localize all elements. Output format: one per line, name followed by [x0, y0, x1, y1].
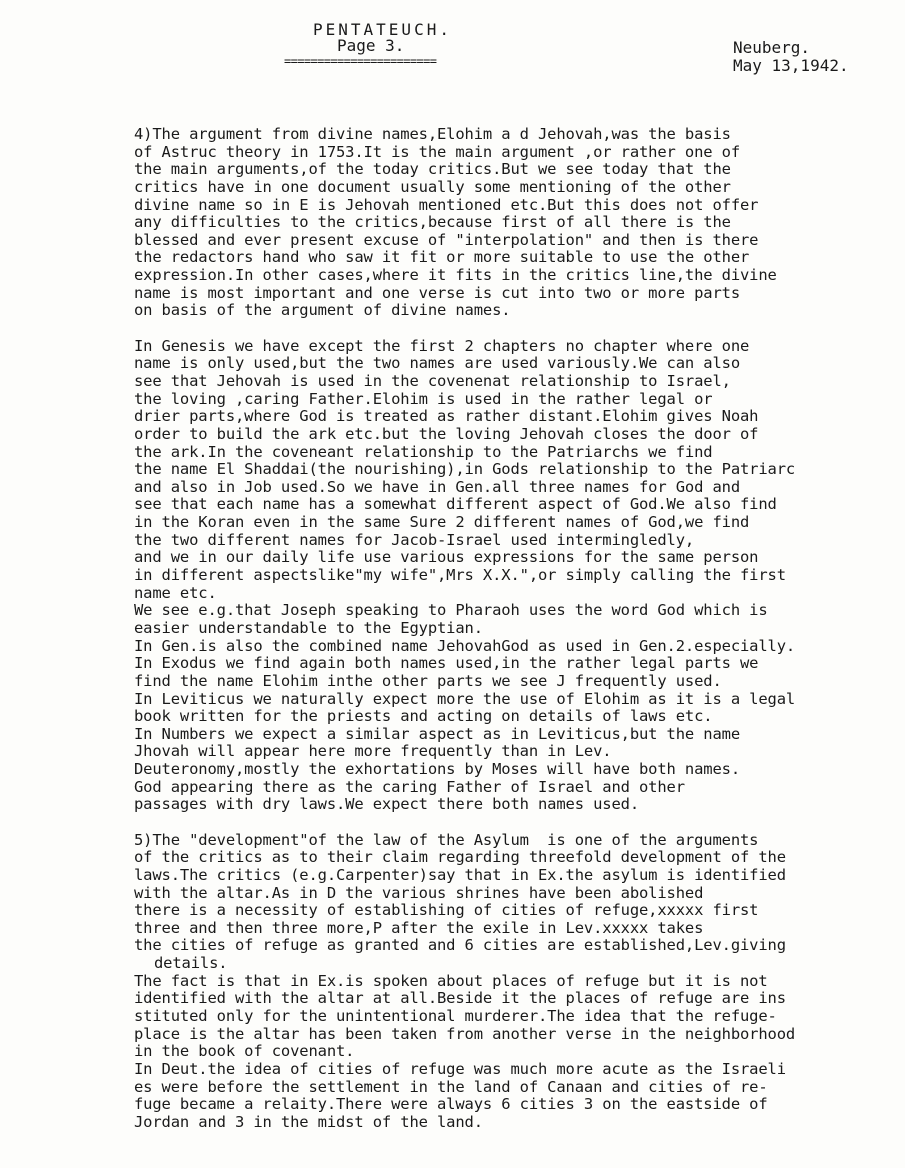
- text-line: the main arguments,of the today critics.But we see today that the: [134, 161, 731, 179]
- text-line: the loving ,caring Father.Elohim is used in the rather legal or: [134, 390, 713, 408]
- text-line: laws.The critics (e.g.Carpenter)say that in Ex.the asylum is identified: [134, 866, 786, 884]
- paragraph-gap: [134, 320, 905, 338]
- text-line: Jhovah will appear here more frequently than in Lev.: [134, 743, 612, 761]
- text-line: find the name Elohim inthe other parts we see J frequently used.: [134, 672, 722, 690]
- text-line: three and then three more,P after the exile in Lev.xxxxx takes: [134, 919, 704, 937]
- text-line: in the book of covenant.: [134, 1043, 355, 1061]
- text-line: 4)The argument from divine names,Elohim a d Jehovah,was the basis: [134, 126, 731, 143]
- text-line: Deuteronomy,mostly the exhortations by Moses will have both names.: [134, 761, 740, 779]
- text-line: Jordan and 3 in the midst of the land.: [134, 1113, 483, 1131]
- text-line: In Exodus we find again both names used,in the rather legal parts we: [134, 655, 759, 673]
- text-line: on basis of the argument of divine names.: [134, 302, 511, 320]
- place-label: Neuberg.: [733, 38, 811, 57]
- text-line: passages with dry laws.We expect there both names used.: [134, 796, 639, 814]
- text-line: es were before the settlement in the land of Canaan and cities of re-: [134, 1078, 768, 1096]
- text-line: name is most important and one verse is cut into two or more parts: [134, 284, 740, 302]
- text-line: in the Koran even in the same Sure 2 different names of God,we find: [134, 514, 750, 532]
- text-line: book written for the priests and acting on details of laws etc.: [134, 708, 713, 726]
- text-line: We see e.g.that Joseph speaking to Pharaoh uses the word God which is: [134, 602, 768, 620]
- paragraph: [134, 338, 905, 814]
- body-text: [134, 126, 905, 1132]
- text-line: In Numbers we expect a similar aspect as in Leviticus,but the name: [134, 725, 740, 743]
- text-line: The fact is that in Ex.is spoken about places of refuge but it is not: [134, 972, 768, 990]
- text-line: with the altar.As in D the various shrines have been abolished: [134, 884, 704, 902]
- text-line: place is the altar has been taken from another verse in the neighborhood: [134, 1025, 796, 1043]
- text-line: 5)The "development"of the law of the Asylum is one of the arguments: [134, 831, 759, 849]
- text-line: In Gen.is also the combined name JehovahGod as used in Gen.2.especially.: [134, 637, 796, 655]
- text-line: divine name so in E is Jehovah mentioned etc.But this does not offer: [134, 196, 759, 214]
- text-line: the cities of refuge as granted and 6 cities are established,Lev.giving: [134, 937, 786, 955]
- text-line: name is only used,but the two names are used variously.We can also: [134, 355, 740, 373]
- text-line: easier understandable to the Egyptian.: [134, 619, 483, 637]
- text-line: critics have in one document usually some mentioning of the other: [134, 178, 731, 196]
- text-line: of the critics as to their claim regarding threefold development of the: [134, 849, 786, 867]
- text-line: any difficulties to the critics,because first of all there is the: [134, 214, 731, 232]
- text-line: there is a necessity of establishing of cities of refuge,xxxxx first: [134, 902, 759, 920]
- text-line: stituted only for the unintentional murderer.The idea that the refuge-: [134, 1008, 777, 1026]
- text-line: God appearing there as the caring Father of Israel and other: [134, 778, 685, 796]
- text-line: In Genesis we have except the first 2 chapters no chapter where one: [134, 337, 750, 355]
- page-number: Page 3.: [337, 36, 405, 55]
- text-line: in different aspectslike"my wife",Mrs X.X.",or simply calling the first: [134, 567, 786, 585]
- text-line: see that each name has a somewhat different aspect of God.We also find: [134, 496, 777, 514]
- paragraph: [134, 832, 905, 1132]
- text-line: expression.In other cases,where it fits in the critics line,the divine: [134, 267, 777, 285]
- text-line: fuge became a relaity.There were always 6 cities 3 on the eastside of: [134, 1096, 768, 1114]
- text-line: of Astruc theory in 1753.It is the main argument ,or rather one of: [134, 143, 740, 161]
- text-line: In Deut.the idea of cities of refuge was much more acute as the Israeli: [134, 1060, 786, 1078]
- text-line: see that Jehovah is used in the covenenat relationship to Israel,: [134, 372, 731, 390]
- text-line: drier parts,where God is treated as rather distant.Elohim gives Noah: [134, 408, 759, 426]
- text-line: the redactors hand who saw it fit or more suitable to use the other: [134, 249, 750, 267]
- paragraph-gap: [134, 814, 905, 832]
- text-line: the name El Shaddai(the nourishing),in Gods relationship to the Patriarc: [134, 461, 796, 479]
- text-line: the ark.In the coveneant relationship to the Patriarchs we find: [134, 443, 713, 461]
- text-line: name etc.: [134, 584, 217, 602]
- date-label: May 13,1942.: [733, 56, 849, 75]
- text-line: In Leviticus we naturally expect more the use of Elohim as it is a legal: [134, 690, 796, 708]
- text-line: identified with the altar at all.Beside it the places of refuge are ins: [134, 990, 786, 1008]
- title-underline: =======================: [284, 54, 437, 68]
- text-line: blessed and ever present excuse of "interpolation" and then is there: [134, 231, 759, 249]
- text-line: and also in Job used.So we have in Gen.all three names for God and: [134, 478, 740, 496]
- paragraph: [134, 126, 905, 320]
- text-line: the two different names for Jacob-Israel used intermingledly,: [134, 531, 695, 549]
- document-title: PENTATEUCH.: [313, 20, 452, 39]
- text-line: details.: [154, 955, 228, 973]
- text-line: order to build the ark etc.but the loving Jehovah closes the door of: [134, 425, 759, 443]
- text-line: and we in our daily life use various expressions for the same person: [134, 549, 759, 567]
